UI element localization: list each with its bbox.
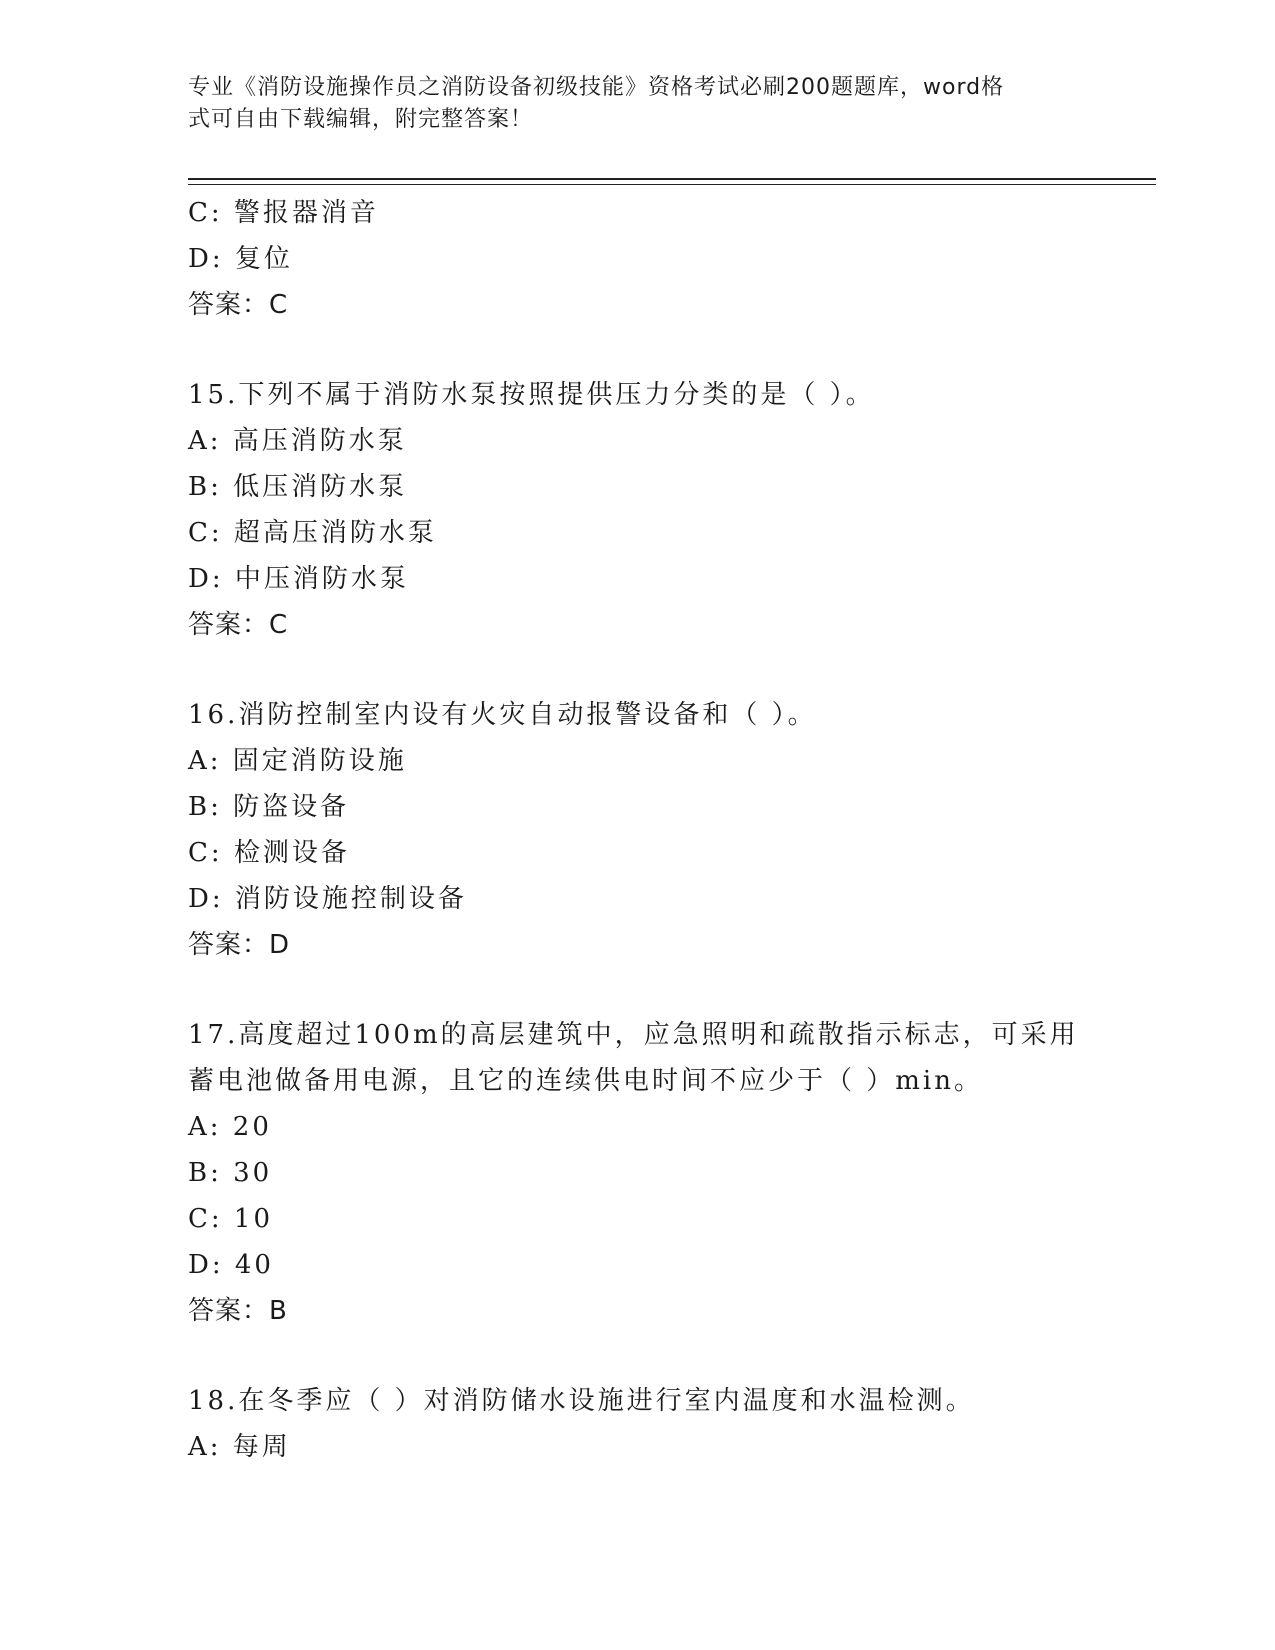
header-divider-thin xyxy=(188,184,1156,185)
document-header xyxy=(188,72,1068,136)
question-17 xyxy=(188,1012,1088,1334)
option-d: D: 消防设施控制设备 xyxy=(188,884,467,914)
header-divider-thick xyxy=(188,178,1156,180)
option-c: C: 超高压消防水泵 xyxy=(188,518,437,548)
question-stem: 18.在冬季应（ ）对消防储水设施进行室内温度和水温检测。 xyxy=(188,1386,975,1416)
option-c: C: 检测设备 xyxy=(188,838,350,868)
option-d: D: 复位 xyxy=(188,244,293,274)
answer-line: 答案：C xyxy=(188,610,289,640)
option-a: A: 固定消防设施 xyxy=(188,746,407,776)
question-stem-line-1: 17.高度超过100m的高层建筑中，应急照明和疏散指示标志，可采用 xyxy=(188,1020,1079,1050)
option-d: D: 中压消防水泵 xyxy=(188,564,409,594)
answer-line: 答案：B xyxy=(188,1296,288,1326)
answer-line: 答案：D xyxy=(188,930,291,960)
question-stem-line-2: 蓄电池做备用电源，且它的连续供电时间不应少于（ ）min。 xyxy=(188,1066,983,1096)
option-b: B: 防盗设备 xyxy=(188,792,350,822)
header-title-line-2: 式可自由下载编辑，附完整答案！ xyxy=(188,107,534,132)
option-a: A: 每周 xyxy=(188,1432,291,1462)
option-c: C: 警报器消音 xyxy=(188,198,379,228)
question-stem: 16.消防控制室内设有火灾自动报警设备和（ ）。 xyxy=(188,700,817,730)
option-a: A: 高压消防水泵 xyxy=(188,426,407,456)
answer-line: 答案：C xyxy=(188,290,289,320)
option-c: C: 10 xyxy=(188,1204,274,1234)
question-15 xyxy=(188,372,1088,648)
header-title-line-1: 专业《消防设施操作员之消防设备初级技能》资格考试必刷200题题库，word格 xyxy=(188,75,1005,100)
question-18 xyxy=(188,1378,1088,1470)
option-d: D: 40 xyxy=(188,1250,274,1280)
question-14-partial xyxy=(188,190,1088,328)
question-list xyxy=(188,190,1088,1470)
question-stem: 15.下列不属于消防水泵按照提供压力分类的是（ ）。 xyxy=(188,380,875,410)
option-b: B: 低压消防水泵 xyxy=(188,472,408,502)
option-b: B: 30 xyxy=(188,1158,273,1188)
option-a: A: 20 xyxy=(188,1112,272,1142)
question-16 xyxy=(188,692,1088,968)
